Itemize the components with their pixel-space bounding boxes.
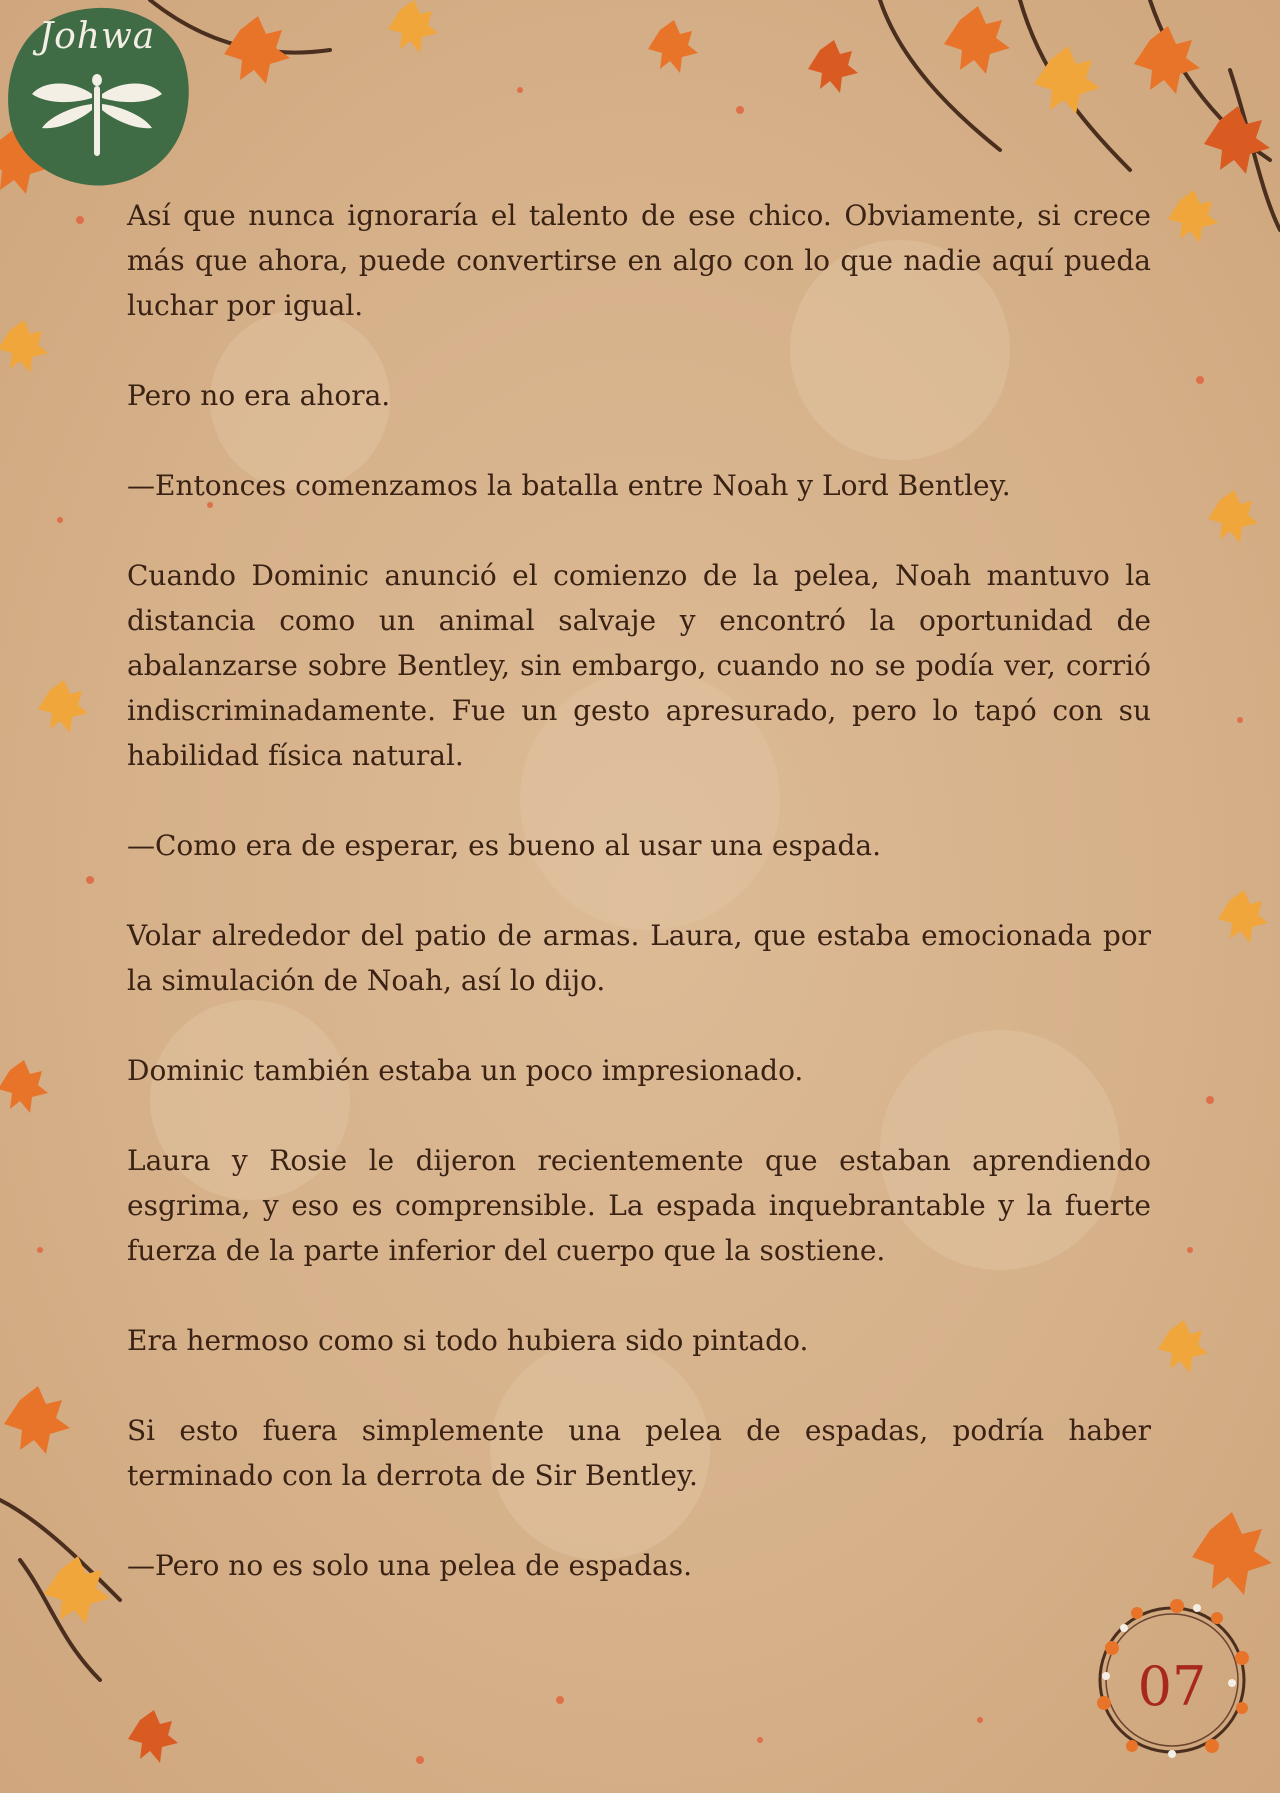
logo-text: Johwa <box>38 16 156 57</box>
johwa-logo <box>2 2 192 192</box>
paragraph: —Pero no es solo una pelea de espadas. <box>127 1549 692 1582</box>
paragraph: Pero no era ahora. <box>127 379 391 412</box>
paragraph: Volar alrededor del patio de armas. Laura, que estaba emocionada por la simulación de Noah, así lo dijo. <box>127 919 1151 997</box>
paragraph: Era hermoso como si todo hubiera sido pintado. <box>127 1324 809 1357</box>
page-number: 07 <box>1137 1655 1207 1718</box>
paragraph: —Entonces comenzamos la batalla entre Noah y Lord Bentley. <box>127 469 1011 502</box>
paragraph: —Como era de esperar, es bueno al usar una espada. <box>127 829 881 862</box>
paragraph: Así que nunca ignoraría el talento de ese chico. Obviamente, si crece más que ahora, puede convertirse en algo con lo que nadie aquí pueda luchar por igual. <box>127 199 1151 322</box>
paragraph: Laura y Rosie le dijeron recientemente que estaban aprendiendo esgrima, y eso es comprensible. La espada inquebrantable y la fuerte fuerza de la parte inferior del cuerpo que la sostiene. <box>127 1144 1151 1267</box>
story-text <box>127 193 1151 1588</box>
paragraph: Si esto fuera simplemente una pelea de espadas, podría haber terminado con la derrota de Sir Bentley. <box>127 1414 1151 1492</box>
paragraph: Dominic también estaba un poco impresionado. <box>127 1054 804 1087</box>
paragraph: Cuando Dominic anunció el comienzo de la pelea, Noah mantuvo la distancia como un animal salvaje y encontró la oportunidad de abalanzarse sobre Bentley, sin embargo, cuando no se podía ver, corrió indiscriminadamente. Fue un gesto apresurado, pero lo tapó con su habilidad física natural. <box>127 559 1151 772</box>
leaf <box>224 16 290 84</box>
